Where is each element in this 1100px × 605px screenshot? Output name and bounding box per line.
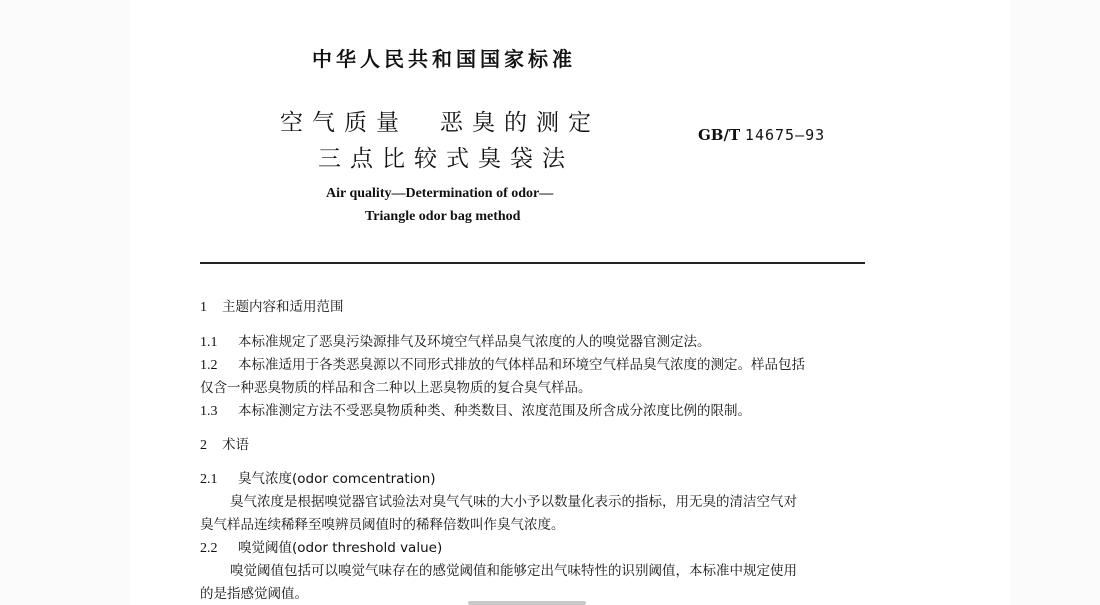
- term-title: 嗅觉阈值(odor threshold value): [238, 540, 443, 556]
- term-2-1: [200, 467, 436, 488]
- clause-number: 2.2: [200, 541, 218, 556]
- section-heading-text: 术语: [222, 437, 249, 453]
- standard-code-prefix: GB/T: [698, 126, 741, 144]
- clause-1-3: [200, 399, 751, 420]
- clause-text: 本标准测定方法不受恶臭物质种类、种类数目、浓度范围及所含成分浓度比例的限制。: [238, 403, 751, 419]
- horizontal-scrollbar-thumb[interactable]: [468, 601, 586, 605]
- clause-text: 本标准规定了恶臭污染源排气及环境空气样品臭气浓度的人的嗅觉器官测定法。: [238, 334, 711, 350]
- document-page: [130, 0, 1010, 605]
- term-2-1-para-line-2: 臭气样品连续稀释至嗅辨员阈值时的稀释倍数叫作臭气浓度。: [200, 517, 565, 533]
- header-divider: [200, 262, 865, 264]
- title-line-1: 空气质量 恶臭的测定: [280, 110, 600, 136]
- clause-1-2-line-1: [200, 353, 805, 374]
- clause-1-1: [200, 330, 711, 351]
- section-1-heading: [200, 295, 344, 316]
- section-number: 2: [200, 438, 207, 453]
- section-heading-text: 主题内容和适用范围: [222, 299, 344, 315]
- standard-code: [698, 126, 825, 144]
- clause-number: 1.1: [200, 335, 218, 350]
- section-number: 1: [200, 300, 207, 315]
- english-title-line-2: Triangle odor bag method: [365, 209, 521, 224]
- clause-number: 1.3: [200, 404, 218, 419]
- section-2-heading: [200, 433, 249, 454]
- term-2-2: [200, 536, 442, 557]
- english-title-line-1: Air quality—Determination of odor—: [326, 186, 554, 201]
- clause-text: 本标准适用于各类恶臭源以不同形式排放的气体样品和环境空气样品臭气浓度的测定。样品包括: [238, 357, 805, 373]
- clause-number: 1.2: [200, 358, 218, 373]
- national-standard-heading: 中华人民共和国国家标准: [312, 47, 576, 71]
- title-line-2: 三点比较式臭袋法: [318, 146, 574, 172]
- term-2-1-para-line-1: 臭气浓度是根据嗅觉器官试验法对臭气气味的大小予以数量化表示的指标，用无臭的清洁空气对: [230, 494, 797, 510]
- term-title: 臭气浓度(odor comcentration): [238, 471, 436, 487]
- term-2-2-para-line-2: 的是指感觉阈值。: [200, 586, 308, 602]
- standard-code-number: 14675—93: [744, 126, 826, 144]
- term-2-2-para-line-1: 嗅觉阈值包括可以嗅觉气味存在的感觉阈值和能够定出气味特性的识别阈值，本标准中规定使用: [230, 563, 797, 579]
- clause-number: 2.1: [200, 472, 218, 487]
- clause-1-2-line-2: 仅含一种恶臭物质的样品和含二种以上恶臭物质的复合臭气样品。: [200, 380, 592, 396]
